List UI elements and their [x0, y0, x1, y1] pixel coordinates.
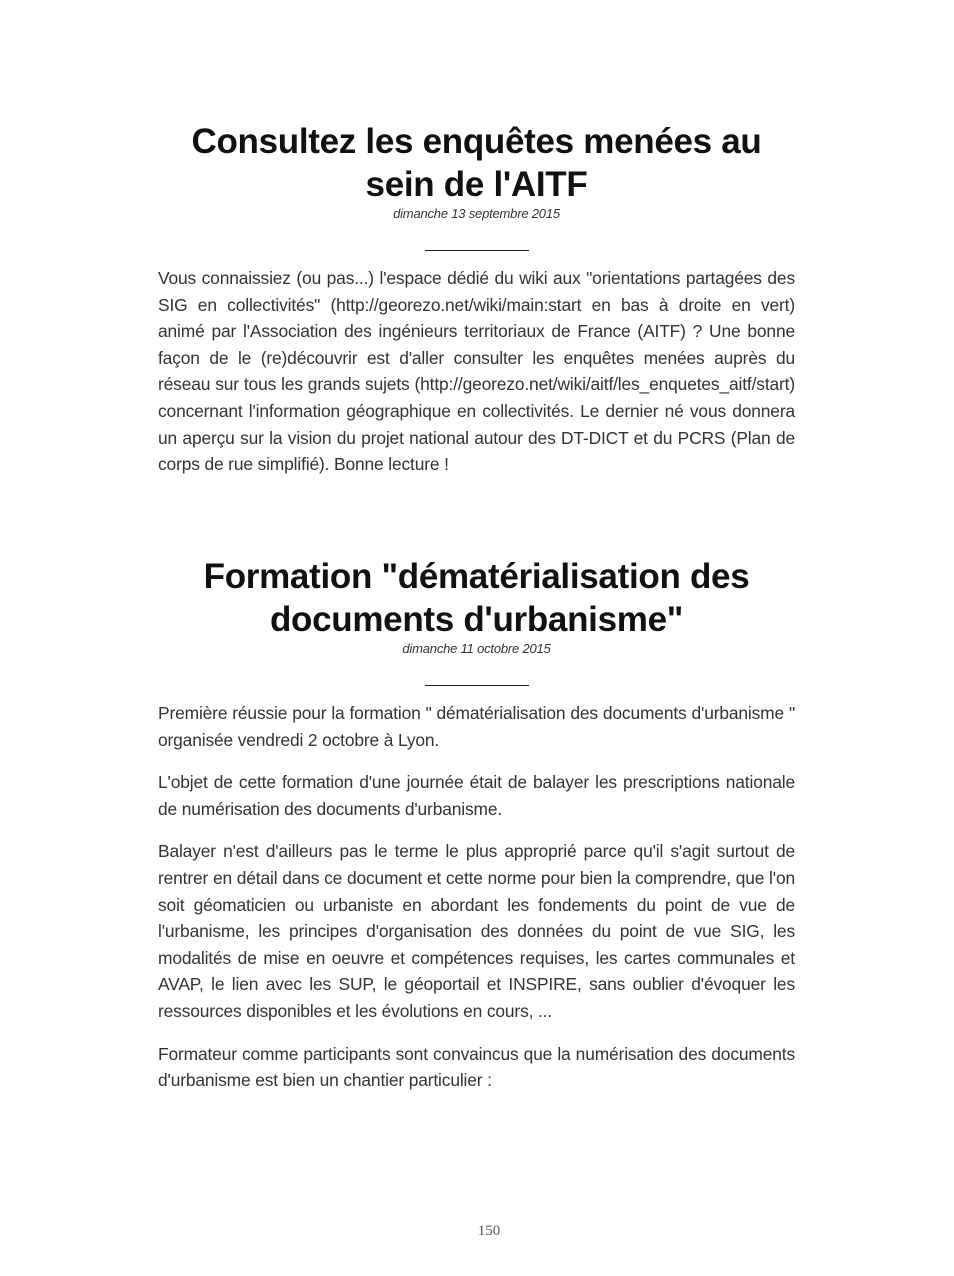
- article-paragraph: L'objet de cette formation d'une journée était de balayer les prescriptions nationale de numérisation des documents d'urbanisme.: [158, 772, 795, 819]
- separator-line: [425, 250, 529, 251]
- article-aitf-surveys: [158, 120, 795, 494]
- article-paragraph: Vous connaissiez (ou pas...) l'espace dédié du wiki aux "orientations partagées des SIG en collectivités" (http://georezo.net/wiki/main:start en bas à droite en vert) animé par l'Association des ingénieurs territoriaux de France (AITF) ? Une bonne façon de le (re)découvrir est d'aller consulter les enquêtes menées auprès du réseau sur tous les grands sujets (http://georezo.net/wiki/aitf/les_enquetes_aitf/start) concernant l'information géographique en collectivités. Le dernier né vous donnera un aperçu sur la vision du projet national autour des DT-DICT et du PCRS (Plan de corps de rue simplifié). Bonne lecture !: [158, 268, 795, 475]
- article-paragraph: Balayer n'est d'ailleurs pas le terme le plus approprié parce qu'il s'agit surtout de rentrer en détail dans ce document et cette norme pour bien la comprendre, que l'on soit géomaticien ou urbaniste en abordant les fondements du point de vue de l'urbanisme, les principes d'organisation des données du point de vue SIG, les modalités de mise en oeuvre et compétences requises, les cartes communales et AVAP, le lien avec les SUP, le géoportail et INSPIRE, sans oublier d'évoquer les ressources disponibles et les évolutions en cours, ...: [158, 841, 795, 1021]
- article-paragraph: Formateur comme participants sont convaincus que la numérisation des documents d'urbanisme est bien un chantier particulier :: [158, 1043, 795, 1091]
- article-date: dimanche 11 octobre 2015: [402, 641, 551, 656]
- article-title: Formation "dématérialisation des documents d'urbanisme": [203, 557, 750, 639]
- article-paragraph: Première réussie pour la formation " dématérialisation des documents d'urbanisme " organisée vendredi 2 octobre à Lyon.: [158, 703, 795, 750]
- page-number: 150: [477, 1223, 501, 1239]
- article-urbanism-training: [158, 555, 795, 1110]
- article-date: dimanche 13 septembre 2015: [393, 206, 560, 221]
- article-title: Consultez les enquêtes menées au sein de l'AITF: [191, 122, 762, 204]
- separator-line: [425, 685, 529, 686]
